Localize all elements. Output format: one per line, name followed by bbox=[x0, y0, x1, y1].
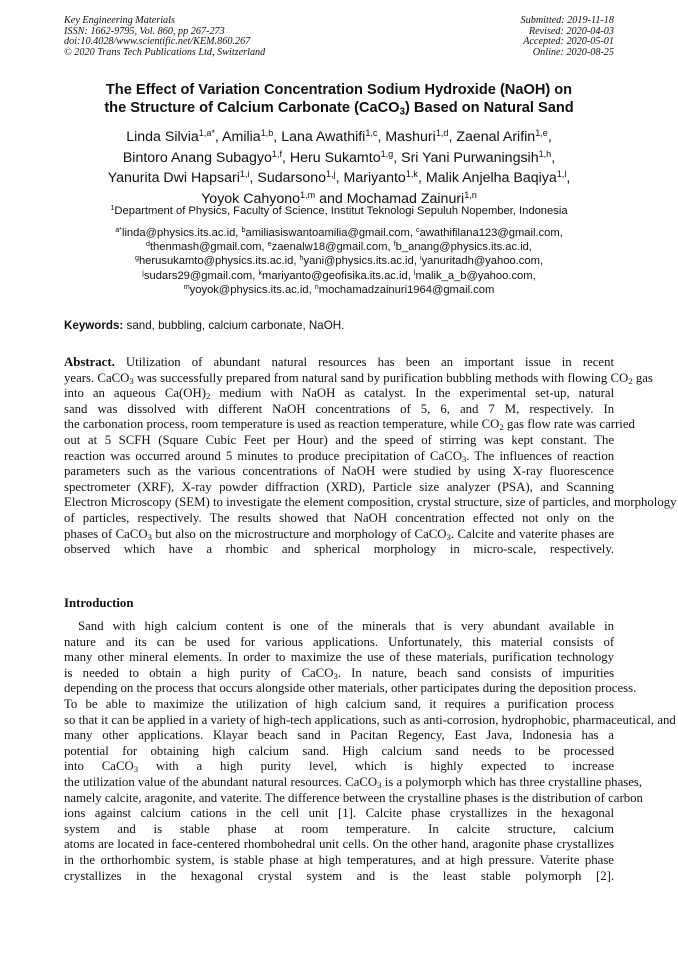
author-affil-marker: 1,d bbox=[435, 128, 449, 139]
text-line: observed which have a rhombic and spherical morphology in micro-scale, respectively. bbox=[64, 542, 615, 557]
email-address[interactable]: b_anang@physics.its.ac.id bbox=[395, 241, 529, 254]
text-line: many other mineral elements. In order to maximize the use of these materials, purification technology bbox=[64, 650, 615, 665]
text-line: into an aqueous $Ca(OH)_2$ medium with NaOH as catalyst. In the experimental set-up, natural bbox=[64, 386, 615, 402]
author-name: Lana Awathifi bbox=[281, 129, 366, 145]
text-line: parameters such as the various concentrations of NaOH were studied by using X-ray fluorescence bbox=[64, 464, 614, 479]
chem-subscript: 3 bbox=[333, 670, 338, 681]
text-line: many other applications. Klayar beach sand in Pacitan Regency, East Java, Indonesia has a bbox=[64, 728, 614, 743]
email-marker: i bbox=[419, 254, 422, 263]
author-affil-marker: 1,c bbox=[365, 128, 378, 139]
email-list bbox=[30, 226, 648, 297]
email-address[interactable]: linda@physics.its.ac.id bbox=[121, 227, 236, 239]
email-address[interactable]: thenmash@gmail.com bbox=[149, 241, 262, 254]
chem-subscript: 2 bbox=[628, 375, 633, 386]
affiliation-marker: 1 bbox=[110, 204, 115, 213]
text-line: ions against calcium cations in the cell unit [1]. Calcite phase crystallizes in the hexagonal bbox=[64, 806, 614, 821]
author-affil-marker: 1,a* bbox=[198, 128, 215, 139]
text-line: phases of CaCO$_3$ but also on the microstructure and morphology of CaCO$_3$. Calcite and vaterite phases are bbox=[64, 526, 615, 542]
abstract-label: Abstract. bbox=[64, 355, 115, 369]
affiliation bbox=[30, 204, 648, 218]
text-line: the utilization value of the abundant natural resources. CaCO$_3$ is a polymorph which has three crystalline phases, bbox=[64, 774, 643, 791]
email-address[interactable]: malik_a_b@yahoo.com bbox=[415, 269, 533, 282]
text-line: namely calcite, aragonite, and vaterite. The difference between the crystalline phases is the distribution of carbon bbox=[64, 790, 643, 805]
author-affil-marker: 1,m bbox=[300, 189, 316, 200]
author-affil-marker: 1,e bbox=[535, 128, 548, 139]
author-affil-marker: 1,j bbox=[326, 169, 336, 180]
publication-dates bbox=[521, 16, 614, 58]
author-name: Bintoro Anang Subagyo bbox=[122, 149, 272, 166]
keywords-text: sand, bubbling, calcium carbonate, NaOH. bbox=[126, 319, 345, 332]
chem-subscript: 3 bbox=[147, 531, 152, 542]
chem-subscript: 3 bbox=[377, 780, 382, 791]
chem-subscript: 3 bbox=[129, 375, 134, 386]
email-address[interactable]: sudars29@gmail.com bbox=[143, 269, 253, 282]
journal-issn: ISSN: 1662-9795, Vol. 860, pp 267-273 bbox=[64, 25, 225, 37]
author-affil-marker: 1,k bbox=[405, 169, 418, 180]
email-address[interactable]: mariyanto@geofisika.its.ac.id bbox=[262, 269, 408, 282]
email-marker: j bbox=[142, 268, 144, 277]
chem-subscript: 2 bbox=[499, 422, 504, 433]
author-name: Sri Yani Purwaningsih bbox=[401, 149, 539, 166]
author-affil-marker: 1,b bbox=[260, 128, 274, 139]
text-line bbox=[64, 884, 614, 900]
text-line: Abstract. Utilization of abundant natural resources has been an important issue in recent bbox=[64, 355, 615, 369]
journal-doi[interactable]: doi:10.4028/www.scientific.net/KEM.860.267 bbox=[64, 36, 251, 48]
author-name: Sudarsono bbox=[257, 170, 327, 186]
author-name: Amilia bbox=[222, 129, 261, 145]
title-part: the Structure of Calcium Carbonate (CaCO bbox=[104, 100, 400, 116]
journal-copyright: © 2020 Trans Tech Publications Ltd, Switzerland bbox=[64, 46, 266, 58]
email-marker: c bbox=[416, 226, 420, 235]
title-line-1: The Effect of Variation Concentration Sodium Hydroxide (NaOH) on bbox=[105, 82, 573, 98]
text-line: system and is stable phase at room temperature. In calcite structure, calcium bbox=[64, 821, 614, 836]
email-marker: e bbox=[267, 240, 272, 249]
date-submitted: Submitted: 2019-11-18 bbox=[520, 15, 614, 26]
email-address[interactable]: amiliasiswantoamilia@gmail.com bbox=[245, 227, 410, 239]
chem-subscript: 3 bbox=[133, 764, 139, 775]
email-address[interactable]: herusukamto@physics.its.ac.id bbox=[138, 255, 294, 268]
date-online: Online: 2020-08-25 bbox=[532, 46, 614, 58]
author-line: Linda Silvia$^{1,a*}$, Amilia$^{1,b}$, Lana Awathifi$^{1,c}$, Mashuri$^{1,d}$, Zaenal Arifin$^{1,e}$, bbox=[126, 128, 552, 145]
paper-title bbox=[40, 81, 638, 117]
email-address[interactable]: yanuritadh@yahoo.com bbox=[421, 255, 540, 268]
email-address[interactable]: zaenalw18@gmail.com bbox=[271, 241, 388, 254]
journal-info bbox=[64, 16, 265, 58]
text-line: crystallizes in the hexagonal crystal system and is the least stable polymorph [2]. bbox=[64, 868, 615, 883]
chem-subscript: 3 bbox=[446, 531, 451, 542]
email-line: $^d$thenmash@gmail.com, $^e$zaenalw18@gmail.com, $^f$b_anang@physics.its.ac.id, bbox=[145, 240, 533, 254]
email-marker: k bbox=[258, 268, 263, 277]
title-line-2 bbox=[40, 99, 638, 117]
email-marker: h bbox=[299, 254, 304, 263]
author-name: Yoyok Cahyono bbox=[201, 190, 301, 207]
text-line: of particles, respectively. The results showed that NaOH concentration effected not only on the bbox=[64, 510, 615, 525]
email-line: $^g$herusukamto@physics.its.ac.id, $^h$yani@physics.its.ac.id, $^i$yanuritadh@yahoo.com, bbox=[134, 254, 544, 268]
author-name: Mashuri bbox=[385, 129, 436, 145]
text-line bbox=[64, 900, 614, 916]
email-address[interactable]: yoyok@physics.its.ac.id bbox=[189, 283, 309, 296]
email-marker: g bbox=[134, 254, 139, 263]
title-part: ) Based on Natural Sand bbox=[405, 100, 574, 116]
author-line: Yanurita Dwi Hapsari$^{1,i}$, Sudarsono$^{1,j}$, Mariyanto$^{1,k}$, Malik Anjelha Baqiya$^{1,l}$, bbox=[107, 169, 571, 186]
email-marker: f bbox=[393, 240, 396, 249]
date-revised: Revised: 2020-04-03 bbox=[528, 25, 614, 37]
email-address[interactable]: mochamadzainuri1964@gmail.com bbox=[318, 283, 495, 296]
text-line: To be able to maximize the utilization of high calcium sand, it requires a purification process bbox=[64, 696, 615, 711]
text-line: is needed to obtain a high purity of CaCO$_3$. In nature, beach sand consists of impurities bbox=[64, 665, 615, 681]
text-line: depending on the process that occurs alongside other materials, other participates during the deposition process. bbox=[64, 681, 637, 696]
text-line bbox=[64, 931, 614, 947]
text-line: the carbonation process, room temperature is used as reaction temperature, while $CO_2$ gas flow rate was carried bbox=[64, 417, 635, 433]
date-accepted: Accepted: 2020-05-01 bbox=[523, 36, 614, 48]
author-name: Mochamad Zainuri bbox=[346, 190, 465, 207]
author-line: Yoyok Cahyono$^{1,m}$ and Mochamad Zainuri$^{1,n}$ bbox=[201, 189, 477, 207]
author-name: Zaenal Arifin bbox=[456, 129, 536, 145]
text-line: potential for obtaining high calcium sand. High calcium sand needs to be processed bbox=[64, 743, 615, 758]
author-line: Bintoro Anang Subagyo$^{1,f}$, Heru Sukamto$^{1,g}$, Sri Yani Purwaningsih$^{1,h}$, bbox=[122, 148, 556, 166]
author-name: Mariyanto bbox=[343, 170, 406, 186]
abstract bbox=[64, 355, 677, 589]
author-affil-marker: 1,i bbox=[239, 169, 250, 180]
email-marker: l bbox=[413, 268, 416, 277]
text-line: reaction was occurred around 5 minutes to produce precipitation of CaCO$_3$. The influences of reaction bbox=[64, 448, 615, 464]
email-marker: b bbox=[241, 226, 246, 235]
author-affil-marker: 1,n bbox=[464, 189, 477, 200]
text-line: Sand with high calcium content is one of the minerals that is very abundant available in bbox=[78, 619, 615, 633]
chem-subscript: 2 bbox=[206, 391, 211, 402]
text-line: nature and its can be used for various applications. Unfortunately, this material consists of bbox=[64, 634, 615, 649]
introduction-body bbox=[64, 619, 676, 946]
email-line: $^{a*}$linda@physics.its.ac.id, $^b$amiliasiswantoamilia@gmail.com, $^c$awathifilana123@gmail.com, bbox=[115, 226, 563, 239]
email-address[interactable]: yani@physics.its.ac.id bbox=[303, 255, 414, 268]
text-line: years. CaCO$_3$ was successfully prepared from natural sand by purification bubbling methods with flowing $CO_2$ gas bbox=[64, 370, 653, 386]
text-line: Electron Microscopy (SEM) to investigate the element composition, crystal structure, size of particles, and morphology bbox=[64, 495, 677, 510]
author-affil-marker: 1,h bbox=[538, 148, 552, 159]
email-marker: m bbox=[183, 282, 190, 291]
text-line bbox=[64, 915, 614, 931]
text-line: in the orthorhombic system, is stable phase at high temperatures, and at high pressure. Vaterite phase bbox=[64, 852, 614, 867]
email-address[interactable]: awathifilana123@gmail.com bbox=[419, 227, 560, 239]
author-affil-marker: 1,f bbox=[271, 148, 283, 159]
text-line: spectrometer (XRF), X-ray powder diffraction (XRD), Particle size analyzer (PSA), and Scanning bbox=[64, 479, 614, 494]
email-marker: a* bbox=[115, 226, 122, 235]
author-name: Malik Anjelha Baqiya bbox=[425, 170, 557, 186]
email-marker: d bbox=[145, 240, 150, 249]
text-line: out at 5 SCFH (Square Cubic Feet per Hour) and the speed of stirring was kept constant. The bbox=[64, 432, 615, 447]
keywords bbox=[64, 318, 614, 333]
keywords-label: Keywords: bbox=[64, 319, 124, 332]
author-name: Yanurita Dwi Hapsari bbox=[107, 170, 240, 186]
email-line: $^j$sudars29@gmail.com, $^k$mariyanto@geofisika.its.ac.id, $^l$malik_a_b@yahoo.com, bbox=[142, 268, 536, 282]
journal-name: Key Engineering Materials bbox=[64, 15, 175, 26]
chem-subscript: 3 bbox=[462, 453, 467, 464]
text-line bbox=[64, 558, 614, 574]
text-line: into CaCO$_3$ with a high purity level, which is highly expected to increase bbox=[64, 759, 614, 775]
email-marker: n bbox=[314, 282, 319, 291]
text-line bbox=[64, 573, 614, 589]
text-line: sand was dissolved with different NaOH concentrations of 5, 6, and 7 M, respectively. In bbox=[64, 401, 615, 416]
email-line: $^m$yoyok@physics.its.ac.id, $^n$mochamadzainuri1964@gmail.com bbox=[183, 282, 495, 296]
author-name: Heru Sukamto bbox=[289, 149, 381, 166]
author-list bbox=[30, 127, 648, 209]
author-name: Linda Silvia bbox=[126, 129, 199, 145]
affiliation-text: Department of Physics, Faculty of Science, Institut Teknologi Sepuluh Nopember, Indonesia bbox=[114, 205, 568, 217]
text-line: so that it can be applied in a variety of high-tech applications, such as anti-corrosion, hydrophobic, pharmaceutical, and bbox=[64, 712, 676, 727]
author-affil-marker: 1,l bbox=[556, 169, 567, 180]
text-line: atoms are located in face-centered rhombohedral unit cells. On the other hand, aragonite phase crystallizes bbox=[64, 837, 615, 852]
title-subscript: 3 bbox=[399, 106, 405, 118]
section-heading-introduction: Introduction bbox=[64, 596, 134, 610]
author-affil-marker: 1,g bbox=[380, 148, 394, 159]
